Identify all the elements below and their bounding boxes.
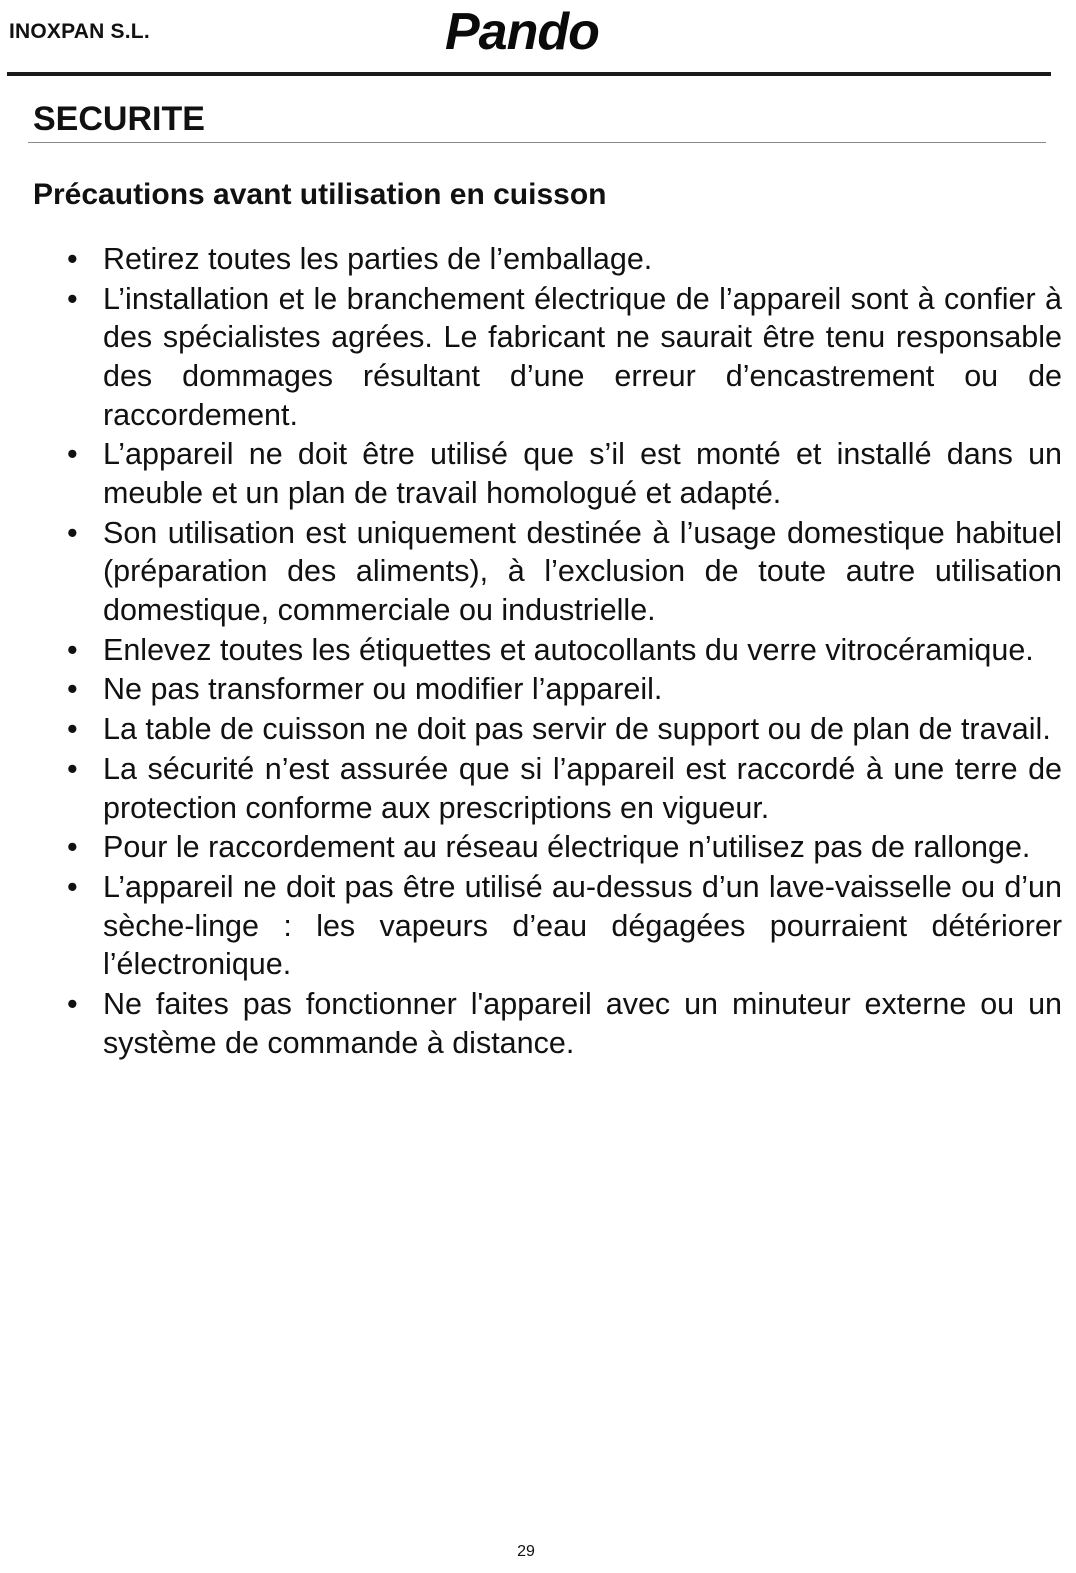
list-item [60,435,1062,512]
list-item-text: Pour le raccordement au réseau électrique n’utilisez pas de rallonge. [103,830,1031,865]
list-item-text: Enlevez toutes les étiquettes et autocollants du verre vitrocéramique. [103,632,1034,667]
list-item-text: L’appareil ne doit pas être utilisé au-dessus d’un lave-vaisselle ou d’un sèche-linge : les vapeurs d’eau dégagées pourraient détériorer l’électronique. [103,870,1062,982]
list-item-text: La table de cuisson ne doit pas servir de support ou de plan de travail. [103,712,1051,747]
company-name: INOXPAN S.L. [9,20,150,43]
list-item-text: Son utilisation est uniquement destinée à l’usage domestique habituel (préparation des aliments), à l’exclusion de toute autre utilisation domestique, commerciale ou industrielle. [103,515,1062,627]
bullet-icon: • [67,632,78,667]
list-item [60,631,1062,670]
list-item [60,240,1062,279]
list-item [60,710,1062,749]
list-item [60,514,1062,630]
list-item [60,670,1062,709]
precautions-list [60,240,1062,1064]
list-item-text: Retirez toutes les parties de l’emballage. [103,242,653,276]
page-number: 29 [517,1543,535,1560]
list-item-text: L’appareil ne doit être utilisé que s’il est monté et installé dans un meuble et un plan de travail homologué et adapté. [103,437,1062,510]
bullet-icon: • [67,752,78,787]
section-title: SECURITE [33,100,205,138]
bullet-icon: • [67,830,78,865]
bullet-icon: • [67,281,78,316]
list-item-text: Ne pas transformer ou modifier l’appareil. [103,672,663,707]
list-item [60,868,1062,984]
bullet-icon: • [67,437,78,472]
list-item [60,280,1062,434]
section-subtitle: Précautions avant utilisation en cuisson [33,178,607,211]
list-item [60,828,1062,867]
list-item-text: Ne faites pas fonctionner l'appareil avec un minuteur externe ou un système de commande à distance. [103,987,1062,1060]
bullet-icon: • [67,515,78,550]
section-rule [28,142,1046,143]
list-item-text: La sécurité n’est assurée que si l’appareil est raccordé à une terre de protection conforme aux prescriptions en vigueur. [103,752,1062,825]
brand-logo: Pando [445,3,599,61]
list-item [60,985,1062,1062]
bullet-icon: • [67,870,78,905]
bullet-icon: • [67,987,78,1022]
list-item-text: L’installation et le branchement électrique de l’appareil sont à confier à des spécialistes agrées. Le fabricant ne saurait être tenu responsable des dommages résultant d’une erreur d’encastrement ou de raccordement. [103,281,1062,432]
header-rule [7,72,1051,76]
list-item [60,750,1062,827]
bullet-icon: • [67,242,78,276]
bullet-icon: • [67,712,78,747]
bullet-icon: • [67,672,78,707]
